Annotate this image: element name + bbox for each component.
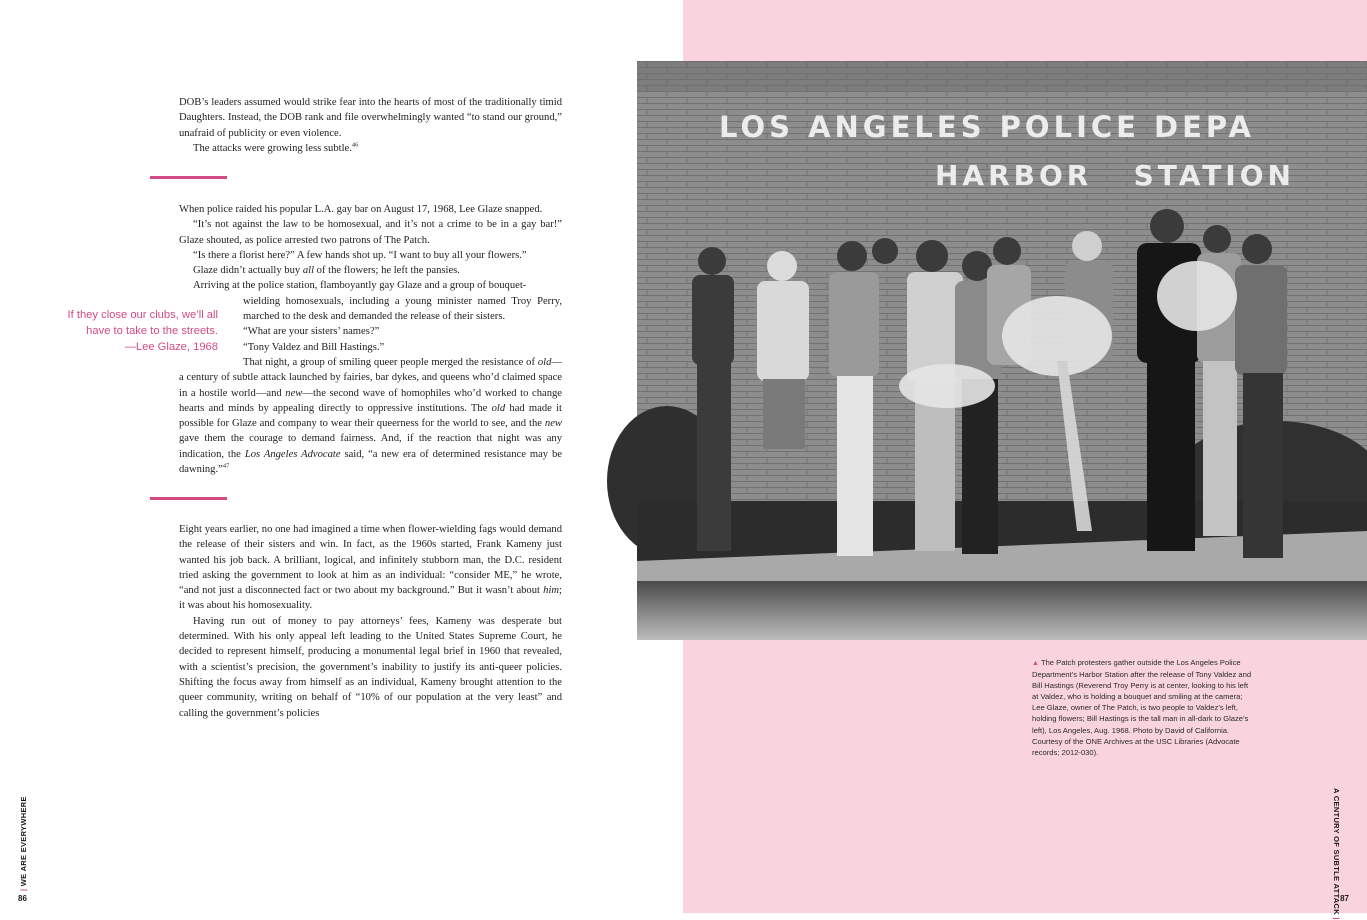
paragraph: wielding homosexuals, including a young minister named Troy Perry, marched to the desk and demanded the release of their sisters. <box>243 295 562 323</box>
text-run-italic: Los Angeles Advocate <box>244 448 341 460</box>
paragraph-text: The attacks were growing less subtle. <box>193 142 352 154</box>
section-divider <box>150 497 227 500</box>
page-number-right: 87 <box>1340 894 1349 903</box>
text-run: Glaze didn’t actually buy <box>193 265 303 277</box>
text-run: ; it was about his homosexuality. <box>179 585 562 612</box>
page-number-left: 86 <box>18 894 27 903</box>
paragraph: Having run out of money to pay attorneys’ fees, Kameny was desperate but determined. With his only appeal left leading to the United States Supreme Court, he decided to represent himself, producing a monumental legal brief in 1960 that revealed, with a scientist’s precision, the government’s inability to justify its anti-queer policies. Shifting the focus away from himself as an individual, Kameny brought attention to the queer community, writing on behalf of “10% of our population at the very least” and calling the government’s policies <box>179 615 562 719</box>
text-run: of the flowers; he left the pansies. <box>314 265 460 277</box>
archival-photo <box>637 61 1367 640</box>
caption-text: The Patch protesters gather outside the Los Angeles Police Department’s Harbor Station after the release of Tony Valdez and Bill Hastings (Reverend Troy Perry is at center, looking to his left at Valdez, who is holding a bouquet and smiling at the camera; Lee Glaze, owner of The Patch, is two people to Valdez’s left, holding flowers; Bill Hastings is the tall man in all-dark to Glaze’s left), Los Angeles, Aug. 1968. Photo by David of California. Courtesy of the ONE Archives at the USC Libraries (Advocate records; 2012-030). <box>1032 658 1252 757</box>
paragraph <box>179 522 562 614</box>
paragraph: “It’s not against the law to be homosexual, and it’s not a crime to be in a gay bar!” Glaze shouted, as police arrested two patrons of The Patch. <box>179 219 562 246</box>
running-head-text: A CENTURY OF SUBTLE ATTACK <box>1332 788 1341 915</box>
pull-quote-line: If they close our clubs, we’ll all <box>67 309 218 321</box>
photo-caption <box>1032 657 1252 758</box>
paragraph: “What are your sisters’ names?” <box>243 326 380 338</box>
pull-quote-attribution: —Lee Glaze, 1968 <box>124 341 218 354</box>
text-run: gave them the courage to demand fairness. And, if the reaction that night was any indication, the <box>179 433 562 460</box>
text-run: had made it possible for Glaze and company to wear their queerness for the world to see, and the <box>179 402 563 430</box>
section-1-text <box>179 95 562 156</box>
text-run-italic: all <box>302 265 315 277</box>
paragraph <box>179 355 562 477</box>
paragraph <box>179 141 562 156</box>
paragraph: “Tony Valdez and Bill Hastings.” <box>243 341 385 353</box>
sign-line-1: LOS ANGELES POLICE DEPA <box>719 110 1255 144</box>
text-run: —the second wave of homophiles who’d worked to change hearts and minds by appealing directly to oppressive institutions. The <box>179 387 562 414</box>
paragraph: When police raided his popular L.A. gay bar on August 17, 1968, Lee Glaze snapped. <box>179 204 543 215</box>
pull-quote <box>40 307 218 356</box>
text-run: —a century of subtle attack launched by fairies, bar dykes, and queens who’d claimed space in a hostile world—and <box>179 356 562 399</box>
endnote-ref: 47 <box>222 462 230 470</box>
section-3-text <box>179 522 562 721</box>
text-run: Eight years earlier, no one had imagined a time when flower-wielding fags would demand the release of their sisters and win. In fact, as the 1960s started, Frank Kameny just wanted his job back. A brilliant, logical, and infinitely stubborn man, the D.C. resident tried asking the government to look at him as an individual: “consider ME,” he wrote, “and not just a disconnected fact or two about my background.” But it wasn’t about <box>179 524 562 597</box>
paragraph: DOB’s leaders assumed would strike fear into the hearts of most of the traditionally timid Daughters. Instead, the DOB rank and file overwhelmingly wanted “to stand our ground,” unafraid of publicity or even violence. <box>179 97 562 139</box>
pull-quote-line: have to take to the streets. <box>86 325 218 338</box>
running-head-right: A CENTURY OF SUBTLE ATTACK | <box>1332 788 1341 920</box>
text-run: That night, a group of smiling queer people merged the resistance of <box>243 356 538 368</box>
sign-line-2: HARBOR STATION <box>935 159 1295 192</box>
endnote-ref: 46 <box>351 141 359 149</box>
section-2-text <box>179 202 562 477</box>
paragraph: Arriving at the police station, flamboyantly gay Glaze and a group of bouquet- <box>193 280 527 292</box>
running-head-left: | WE ARE EVERYWHERE <box>19 796 28 891</box>
text-run-italic: old <box>537 356 552 368</box>
text-run-italic: old <box>491 402 506 414</box>
paragraph: “Is there a florist here?” A few hands shot up. “I want to buy all your flowers.” <box>193 249 527 261</box>
section-divider <box>150 176 227 179</box>
running-head-text: WE ARE EVERYWHERE <box>19 796 28 887</box>
text-run-italic: him <box>543 585 560 597</box>
photo-illustration <box>637 61 1367 640</box>
caption-triangle-icon: ▲ <box>1032 660 1039 667</box>
text-run: said, “a new era of determined resistance may be dawning.” <box>179 448 562 476</box>
paragraph <box>179 263 562 278</box>
text-run-italic: new <box>285 387 303 399</box>
text-run-italic: new <box>544 418 562 430</box>
